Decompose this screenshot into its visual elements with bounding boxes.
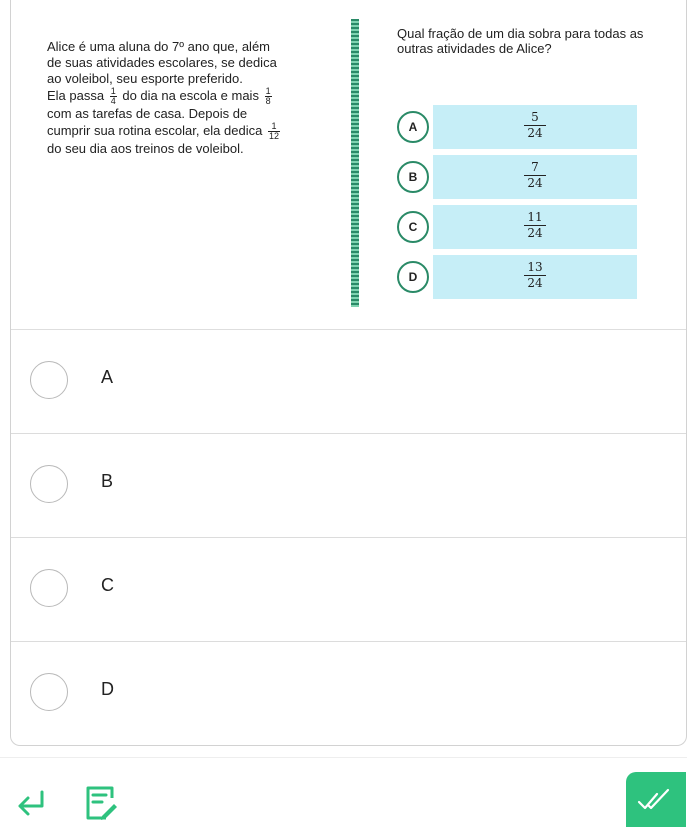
fraction-denominator: 4 bbox=[110, 96, 116, 106]
option-fraction-box bbox=[433, 155, 637, 199]
double-check-icon bbox=[626, 772, 686, 827]
question-image bbox=[11, 0, 686, 330]
notes-button[interactable] bbox=[82, 784, 120, 822]
option-fraction-box bbox=[433, 255, 637, 299]
fraction-numerator: 1 bbox=[110, 86, 116, 96]
story-line: Alice é uma aluna do 7º ano que, além bbox=[47, 39, 271, 54]
confirm-answer-button[interactable] bbox=[626, 772, 686, 827]
fraction-numerator: 1 bbox=[268, 122, 280, 132]
story-text: do dia na escola e mais bbox=[122, 87, 259, 103]
fraction-numerator: 7 bbox=[524, 160, 546, 176]
fraction-numerator: 1 bbox=[265, 86, 271, 96]
answer-label: C bbox=[101, 575, 114, 595]
story-line bbox=[47, 87, 327, 106]
option-letter-badge: B bbox=[397, 161, 429, 193]
fraction-numerator: 11 bbox=[524, 210, 546, 226]
fraction-denominator: 12 bbox=[268, 131, 279, 141]
option-letter-badge: D bbox=[397, 261, 429, 293]
story-text: cumprir sua rotina escolar, ela dedica bbox=[47, 122, 263, 138]
problem-statement bbox=[47, 39, 327, 157]
notebook-spine-decoration bbox=[351, 19, 359, 307]
option-fraction-box bbox=[433, 105, 637, 149]
option-fraction-box bbox=[433, 205, 637, 249]
notes-edit-icon bbox=[82, 784, 120, 822]
fraction-denominator: 8 bbox=[265, 96, 271, 106]
story-line bbox=[47, 122, 327, 141]
image-option-a bbox=[397, 105, 637, 149]
story-line: ao voleibol, seu esporte preferido. bbox=[47, 71, 243, 86]
option-fraction bbox=[433, 160, 637, 191]
answer-option-c[interactable] bbox=[11, 538, 686, 642]
answer-label: B bbox=[101, 471, 114, 491]
fraction-numerator: 5 bbox=[524, 110, 546, 126]
story-line: de suas atividades escolares, se dedica bbox=[47, 55, 277, 70]
fraction-denominator: 24 bbox=[527, 176, 543, 190]
radio-button[interactable] bbox=[30, 673, 68, 711]
back-button[interactable] bbox=[14, 784, 50, 820]
fraction-denominator: 24 bbox=[527, 226, 543, 240]
option-letter-badge: C bbox=[397, 211, 429, 243]
fraction-one-twelfth bbox=[268, 122, 280, 141]
question-text: Qual fração de um dia sobra para todas as outras atividades de Alice? bbox=[397, 26, 644, 56]
image-option-c bbox=[397, 205, 637, 249]
answer-option-b[interactable] bbox=[11, 434, 686, 538]
story-line: do seu dia aos treinos de voleibol. bbox=[47, 141, 244, 156]
image-option-b bbox=[397, 155, 637, 199]
option-letter-badge: A bbox=[397, 111, 429, 143]
radio-button[interactable] bbox=[30, 569, 68, 607]
radio-button[interactable] bbox=[30, 465, 68, 503]
answer-option-a[interactable] bbox=[11, 330, 686, 434]
question-card bbox=[10, 0, 687, 746]
answer-option-d[interactable] bbox=[11, 642, 686, 745]
answer-label: D bbox=[101, 679, 114, 699]
radio-button[interactable] bbox=[30, 361, 68, 399]
fraction-numerator: 13 bbox=[524, 260, 546, 276]
option-fraction bbox=[433, 110, 637, 141]
answer-label: A bbox=[101, 367, 114, 387]
fraction-denominator: 24 bbox=[527, 276, 543, 290]
back-arrow-icon bbox=[14, 784, 50, 820]
story-text: Ela passa bbox=[47, 87, 105, 103]
story-line: com as tarefas de casa. Depois de bbox=[47, 106, 248, 121]
option-fraction bbox=[433, 260, 637, 291]
image-option-d bbox=[397, 255, 637, 299]
fraction-one-fourth bbox=[110, 87, 117, 106]
option-fraction bbox=[433, 210, 637, 241]
fraction-denominator: 24 bbox=[527, 126, 543, 140]
fraction-one-eighth bbox=[265, 87, 272, 106]
